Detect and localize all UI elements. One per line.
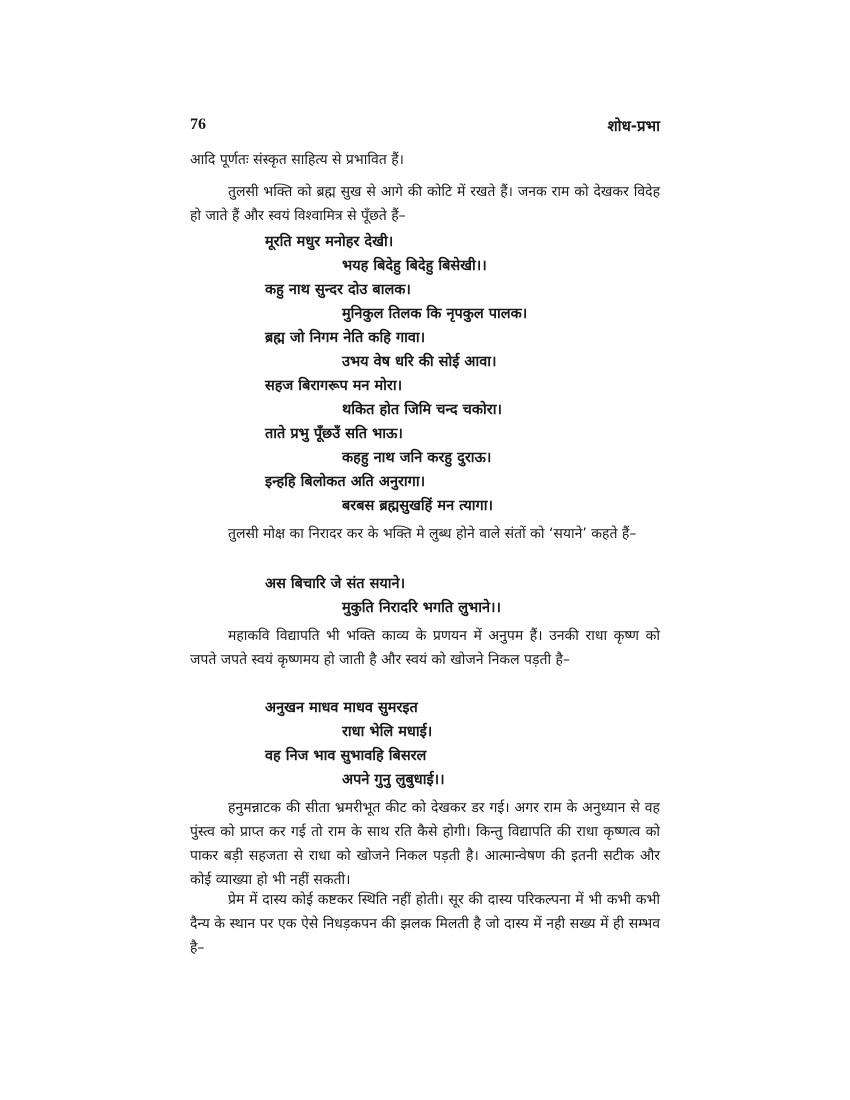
paragraph-continuation: आदि पूर्णतः संस्कृत साहित्य से प्रभावित हैं। (190, 152, 404, 168)
verse-line: अस बिचारि जे संत सयाने। (265, 576, 406, 592)
verse-line: अनुखन माधव माधव सुमरइत (265, 700, 418, 716)
verse-line: मुनिकुल तिलक कि नृपकुल पालक। (342, 306, 528, 322)
journal-title: शोध-प्रभा (607, 117, 660, 135)
verse-line: ताते प्रभु पूँछउँ सति भाऊ। (265, 426, 403, 442)
verse-line: ब्रह्म जो निगम नेति कहि गावा। (265, 330, 426, 346)
verse-line: कहहु नाथ जनि करहु दुराऊ। (342, 450, 492, 466)
verse-line: मूरति मधुर मनोहर देखी। (265, 234, 394, 250)
paragraph-3: महाकवि विद्यापति भी भक्ति काव्य के प्रणयन में अनुपम हैं। उनकी राधा कृष्ण को जपते जपते स्वयं कृष्णमय हो जाती है और स्वयं को खोजने निकल पड़ती है– (190, 628, 660, 668)
verse-line: वह निज भाव सुभावहि बिसरल (265, 748, 427, 764)
verse-line: बरबस ब्रह्मसुखहिं मन त्यागा। (342, 498, 493, 514)
page-header (190, 116, 660, 140)
page-number: 76 (190, 116, 206, 133)
verse-line: अपने गुनु लुबुधाई।। (342, 772, 445, 788)
paragraph-2: तुलसी मोक्ष का निरादर कर के भक्ति मे लुब्ध होने वाले संतों को ‘सयाने’ कहते हैं– (228, 526, 637, 542)
verse-line: राधा भेलि मधाई। (342, 724, 433, 740)
verse-line: उभय वेष धरि की सोई आवा। (342, 354, 497, 370)
verse-line: मुकुति निरादरि भगति लुभाने।। (342, 600, 502, 616)
paragraph-1: तुलसी भक्ति को ब्रह्म सुख से आगे की कोटि में रखते हैं। जनक राम को देखकर विदेह हो जाते हैं और स्वयं विश्वामित्र से पूँछते हैं– (190, 184, 660, 224)
verse-line: भयह बिदेहु बिदेहु बिसेखी।। (342, 258, 487, 274)
verse-line: इन्हहि बिलोकत अति अनुरागा। (265, 474, 426, 490)
verse-line: सहज बिरागरूप मन मोरा। (265, 378, 403, 394)
paragraph-5: प्रेम में दास्य कोई कष्टकर स्थिति नहीं होती। सूर की दास्य परिकल्पना में भी कभी कभी दैन्य के स्थान पर एक ऐसे निधड़कपन की झलक मिलती है जो दास्य में नही सख्य में ही सम्भव है– (190, 892, 660, 956)
verse-line: थकित होत जिमि चन्द चकोरा। (342, 402, 502, 418)
verse-line: कहु नाथ सुन्दर दोउ बालक। (265, 282, 411, 298)
paragraph-4: हनुमन्नाटक की सीता भ्रमरीभूत कीट को देखकर डर गई। अगर राम के अनुध्यान से वह पुंस्त्व को प्राप्त कर गई तो राम के साथ रति कैसे होगी। किन्तु विद्यापति की राधा कृष्णत्व को पाकर बड़ी सहजता से राधा को खोजने निकल पड़ती है। आत्मान्वेषण की इतनी सटीक और कोई व्याख्या हो भी नहीं सकती। (190, 800, 660, 888)
